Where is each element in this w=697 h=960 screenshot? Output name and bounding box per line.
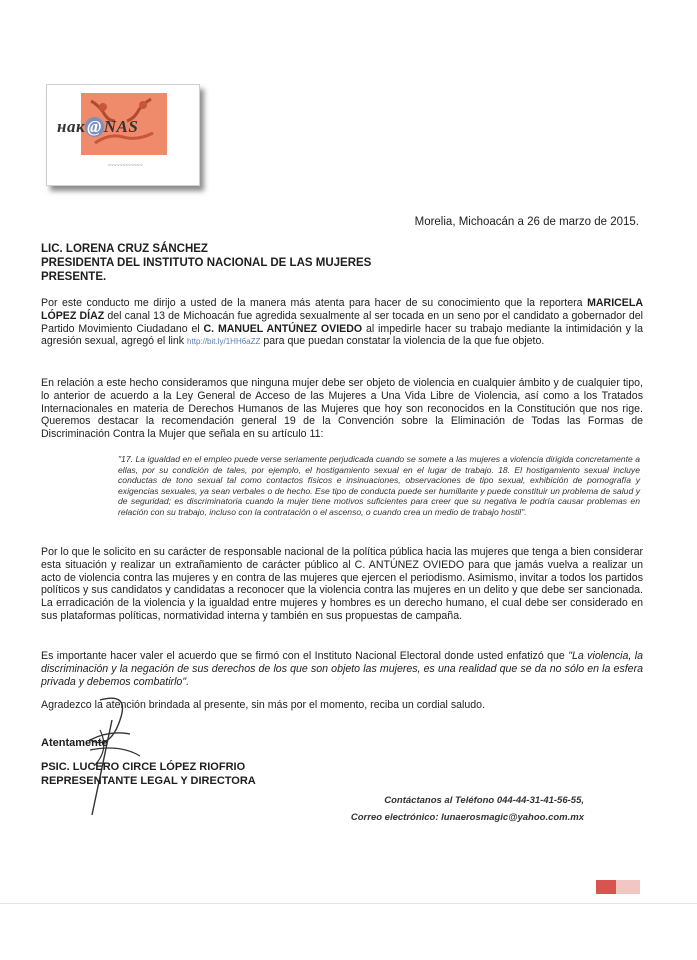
paragraph-2: En relación a este hecho consideramos que ninguna mujer debe ser objeto de violencia en cualquier ámbito y de cualquier tipo, lo anterior de acuerdo a la Ley General de Acceso de las Mujeres a Una Vida Libre de Violencia, así como a los Tratados Internacionales en materia de Derechos Humanos de las Mujeres que hoy son reconocidos en la Constitución que nos rige. Queremos destacar la recomendación general 19 de la Convención sobre la Eliminación de Todas las Formas de Discriminación Contra la Mujer que señala en su artículo 11: (41, 377, 643, 441)
recipient-greeting: PRESENTE. (41, 271, 107, 283)
logo-wordmark: нак @ NAS (57, 117, 139, 136)
contact-info (351, 792, 584, 826)
organization-logo (46, 84, 200, 186)
recipient-position: PRESIDENTA DEL INSTITUTO NACIONAL DE LAS MUJERES (41, 257, 372, 269)
logo-tagline: ~~~~~~~~~~~~ (107, 163, 143, 169)
footer-divider (0, 903, 697, 904)
quoted-article: "17. La igualdad en el empleo puede verse seriamente perjudicada cuando se somete a las mujeres a violencia dirigida concretamente a ellas, por su condición de tales, por ejemplo, el hostigamiento sexual en el lugar de trabajo. 18. El hostigamiento sexual incluye conductas de tono sexual tal como contactos físicos e insinuaciones, observaciones de tipo sexual, exhibición de pornografía y exigencias sexuales, ya sean verbales o de hecho. Ese tipo de conducta puede ser humillante y puede constituir un problema de salud y de seguridad; es discriminatoria cuando la mujer tiene motivos suficientes para creer que su negativa le podría causar problemas en relación con su trabajo, incluso con la contratación o el ascenso, o cuando crea un medio de trabajo hostil". (118, 454, 640, 517)
footer-decoration (596, 880, 616, 894)
signature-block (41, 736, 256, 788)
recipient-block (41, 242, 371, 284)
paragraph-5: Agradezco la atención brindada al presente, sin más por el momento, reciba un cordial saludo. (41, 699, 486, 711)
recipient-name: LIC. LORENA CRUZ SÁNCHEZ (41, 243, 208, 255)
footer-decoration-light (616, 880, 640, 894)
letter-date: Morelia, Michoacán a 26 de marzo de 2015. (414, 216, 639, 228)
paragraph-4: Es importante hacer valer el acuerdo que se firmó con el Instituto Nacional Electoral donde usted enfatizó que "La violencia, la discriminación y la negación de sus derechos de los que son objeto las mujeres, es una realidad que se da no sólo en la esfera privada y debemos combatirlo". (41, 650, 643, 688)
paragraph-3: Por lo que le solicito en su carácter de responsable nacional de la política pública hacia las mujeres que tenga a bien considerar esta situación y realizar un extrañamiento de carácter público al C. ANTÚNEZ OVIEDO para que jamás vuelva a realizar un acto de violencia contra las mujeres y en contra de las mujeres que ejercen el periodismo. Asimismo, invitar a todos los partidos políticos y sus candidatos y candidatas a reconocer que la violencia contra las mujeres en un delito y que debe ser sancionada. La erradicación de la violencia y la igualdad entre mujeres y hombres es un derecho humano, el cual debe ser considerado en sus plataformas políticas, normatividad interna y también en sus propuestas de campaña. (41, 546, 643, 622)
closing-word: Atentamente (41, 737, 108, 749)
paragraph-1: Por este conducto me dirijo a usted de la manera más atenta para hacer de su conocimiento que la reportera MARICELA LÓPEZ DÍAZ del canal 13 de Michoacán fue agredida sexualmente al ser tocada en un seno por el candidato a gobernador del Partido Movimiento Ciudadano el C. MANUEL ANTÚNEZ OVIEDO al impedirle hacer su trabajo mediante la intimidación y la agresión sexual, agregó el link http://bit.ly/1HH6aZZ para que puedan constatar la violencia de la que fue objeto. (41, 297, 644, 348)
signer-name: PSIC. LUCERO CIRCE LÓPEZ RIOFRIO (41, 761, 246, 773)
contact-phone: Contáctanos al Teléfono 044-44-31-41-56-55, (384, 795, 584, 806)
signer-title: REPRESENTANTE LEGAL Y DIRECTORA (41, 775, 256, 787)
video-link[interactable]: http://bit.ly/1HH6aZZ (187, 337, 261, 347)
contact-email: Correo electrónico: lunaerosmagic@yahoo.com.mx (350, 812, 584, 823)
